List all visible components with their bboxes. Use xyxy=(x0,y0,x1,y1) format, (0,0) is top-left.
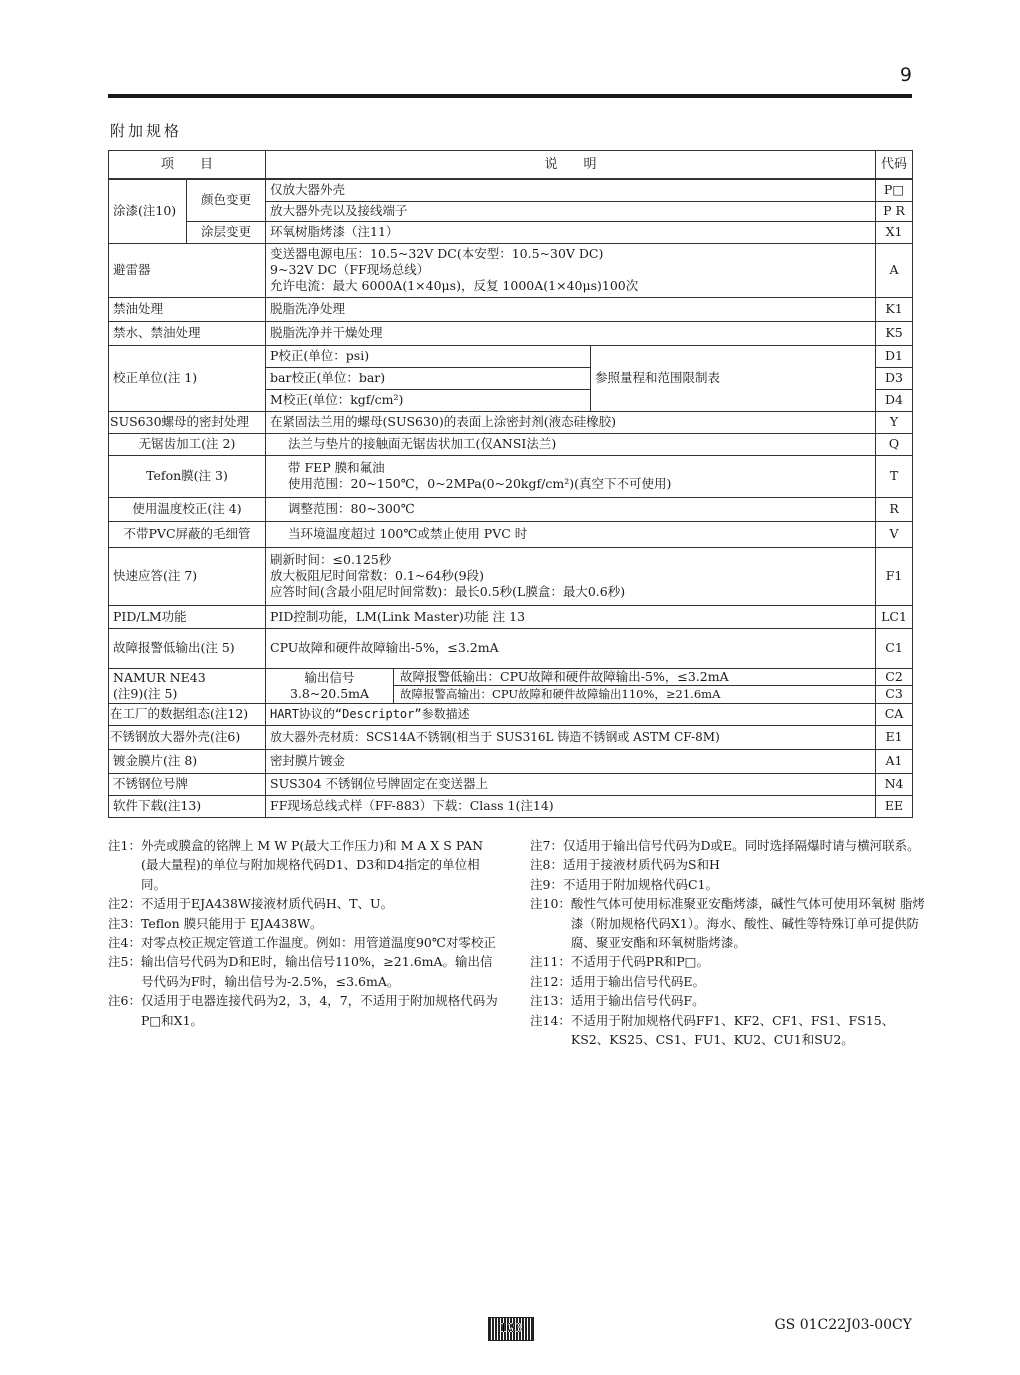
row-desc: 脱脂洗净并干燥处理 xyxy=(266,321,876,345)
row-code: EE xyxy=(876,795,913,817)
row-desc: FF现场总线式样（FF-883）下载：Class 1(注14) xyxy=(266,795,876,817)
note-label: 注7： xyxy=(530,838,563,853)
row-code: CA xyxy=(876,703,913,725)
table-row xyxy=(109,455,913,497)
note-text: 仅适用于输出信号代码为D或E。同时选择隔爆时请与横河联系。 xyxy=(562,838,920,853)
row-code: A1 xyxy=(876,749,913,773)
row-desc: 密封膜片镀金 xyxy=(266,749,876,773)
table-row xyxy=(109,521,913,547)
row-label: 不锈钢放大器外壳(注6) xyxy=(109,725,266,749)
table-row xyxy=(109,795,913,817)
table-row xyxy=(109,321,913,345)
document-id: GS 01C22J03-00CY xyxy=(774,1317,912,1333)
header-code: 代码 xyxy=(876,151,913,180)
table-row xyxy=(109,433,913,455)
row-code: D4 xyxy=(876,389,913,411)
top-rule xyxy=(108,94,912,98)
note-item xyxy=(530,952,930,971)
row-label: SUS630螺母的密封处理 xyxy=(109,411,266,433)
table-row xyxy=(109,773,913,795)
row-label: 涂漆(注10) xyxy=(109,179,187,243)
row-code: P□ xyxy=(876,179,913,201)
table-row xyxy=(109,221,913,243)
note-text: 不适用于附加规格代码C1。 xyxy=(562,876,718,892)
note-item xyxy=(530,1011,930,1050)
row-desc: 变送器电源电压：10.5~32V DC(本安型：10.5~30V DC) 9~32V DC（FF现场总线） 允许电流：最大 6000A(1×40μs)，反复 1000A(1×40μs)100次 xyxy=(266,243,876,297)
table-row xyxy=(109,411,913,433)
row-desc: PID控制功能，LM(Link Master)功能 注 13 xyxy=(266,605,876,628)
row-code: C1 xyxy=(876,628,913,668)
note-item xyxy=(530,836,930,855)
row-label: Tefon膜(注 3) xyxy=(109,455,266,497)
note-label: 注6： xyxy=(108,993,141,1009)
note-item xyxy=(530,855,930,874)
row-label: 不带PVC屏蔽的毛细管 xyxy=(109,521,266,547)
row-code: D1 xyxy=(876,345,913,367)
table-header-row xyxy=(109,151,913,180)
note-item xyxy=(108,952,503,991)
notes-right xyxy=(530,836,930,1049)
table-row xyxy=(109,547,913,605)
row-code: F1 xyxy=(876,547,913,605)
row-desc: SUS304 不锈钢位号牌固定在变送器上 xyxy=(266,773,876,795)
row-code: R xyxy=(876,497,913,521)
row-desc: 脱脂洗净处理 xyxy=(266,297,876,321)
row-desc: bar校正(单位：bar) xyxy=(266,367,591,389)
row-desc: P校正(单位：psi) xyxy=(266,345,591,367)
note-label: 注4： xyxy=(108,935,141,951)
note-item xyxy=(108,991,503,1030)
section-title: 附加规格 xyxy=(110,122,183,140)
row-label: 快速应答(注 7) xyxy=(109,547,266,605)
row-label: 故障报警低输出(注 5) xyxy=(109,628,266,668)
row-desc: CPU故障和硬件故障输出-5%，≤3.2mA xyxy=(266,628,876,668)
row-label: 禁油处理 xyxy=(109,297,266,321)
table-row xyxy=(109,628,913,668)
row-desc: 法兰与垫片的接触面无锯齿状加工(仅ANSI法兰) xyxy=(266,433,876,455)
note-label: 注5： xyxy=(108,954,141,970)
row-code: E1 xyxy=(876,725,913,749)
row-label: 使用温度校正(注 4) xyxy=(109,497,266,521)
note-item xyxy=(530,894,930,952)
note-text: 仅适用于电器连接代码为2，3，4，7，不适用于附加规格代码为P□和X1。 xyxy=(140,993,498,1028)
row-label: PID/LM功能 xyxy=(109,605,266,628)
table-row xyxy=(109,179,913,201)
row-code: N4 xyxy=(876,773,913,795)
row-desc: 环氧树脂烤漆（注11） xyxy=(266,221,876,243)
row-desc: 调整范围：80~300℃ xyxy=(266,497,876,521)
note-label: 注9： xyxy=(530,876,563,892)
note-item xyxy=(108,914,503,933)
row-label: 在工厂的数据组态(注12) xyxy=(109,703,266,725)
row-code: LC1 xyxy=(876,605,913,628)
barcode-stamp xyxy=(488,1317,534,1341)
row-code: Y xyxy=(876,411,913,433)
note-text: 不适用于EJA438W接液材质代码H、T、U。 xyxy=(140,896,394,912)
row-desc: M校正(单位：kgf/cm²) xyxy=(266,389,591,411)
row-code: K5 xyxy=(876,321,913,345)
row-code: K1 xyxy=(876,297,913,321)
spec-table xyxy=(108,150,913,818)
note-text: 外壳或膜盒的铭牌上 M W P(最大工作压力)和 M A X S PAN (最大量程)的单位与附加规格代码D1、D3和D4指定的单位相同。 xyxy=(140,838,484,892)
note-item xyxy=(530,991,930,1010)
row-label: NAMUR NE43 (注9)(注 5) xyxy=(109,668,266,703)
namur-low: 故障报警低输出：CPU故障和硬件故障输出-5%，≤3.2mA xyxy=(394,669,875,687)
row-desc: 仅放大器外壳 xyxy=(266,179,876,201)
note-label: 注1： xyxy=(108,838,141,853)
note-label: 注8： xyxy=(530,857,563,873)
note-text: 适用于接液材质代码为S和H xyxy=(562,857,720,873)
note-item xyxy=(108,933,503,952)
row-sublabel: 颜色变更 xyxy=(187,179,266,221)
row-code: Q xyxy=(876,433,913,455)
header-item: 项 目 xyxy=(109,151,266,180)
calib-reference: 参照量程和范围限制表 xyxy=(591,345,876,411)
row-label: 无锯齿加工(注 2) xyxy=(109,433,266,455)
table-row xyxy=(109,345,913,367)
table-row xyxy=(109,725,913,749)
row-code: A xyxy=(876,243,913,297)
note-text: 对零点校正规定管道工作温度。例如：用管道温度90℃对零校正 xyxy=(140,935,496,951)
row-code: P R xyxy=(876,201,913,221)
row-desc: 当环境温度超过 100℃或禁止使用 PVC 时 xyxy=(266,521,876,547)
table-row xyxy=(109,668,913,703)
row-code: D3 xyxy=(876,367,913,389)
row-desc: HART协议的“Descriptor”参数描述 xyxy=(266,703,876,725)
note-text: 适用于输出信号代码F。 xyxy=(570,993,705,1009)
row-label: 不锈钢位号牌 xyxy=(109,773,266,795)
row-label: 校正单位(注 1) xyxy=(109,345,266,411)
note-text: Teflon 膜只能用于 EJA438W。 xyxy=(140,915,323,931)
note-text: 不适用于代码PR和P□。 xyxy=(570,954,709,970)
note-text: 不适用于附加规格代码FF1、KF2、CF1、FS1、FS15、KS2、KS25、CS1、FU1、KU2、CU1和SU2。 xyxy=(570,1012,895,1048)
table-row xyxy=(109,605,913,628)
row-desc: 放大器外壳材质：SCS14A不锈钢(相当于 SUS316L 铸造不锈钢或 ASTM CF-8M) xyxy=(266,725,876,749)
note-label: 注10： xyxy=(530,896,571,912)
table-row xyxy=(109,297,913,321)
page-number: 9 xyxy=(899,64,912,86)
row-desc: 放大器外壳以及接线端子 xyxy=(266,201,876,221)
row-code: T xyxy=(876,455,913,497)
table-row xyxy=(109,749,913,773)
row-label: 禁水、禁油处理 xyxy=(109,321,266,345)
row-code: X1 xyxy=(876,221,913,243)
row-code: V xyxy=(876,521,913,547)
stamp-number: 123 xyxy=(499,1321,523,1335)
table-row xyxy=(109,243,913,297)
row-label: 避雷器 xyxy=(109,243,266,297)
note-text: 适用于输出信号代码E。 xyxy=(570,973,706,989)
note-item xyxy=(530,875,930,894)
row-desc: 带 FEP 膜和氟油 使用范围：20~150℃，0~2MPa(0~20kgf/cm²)(真空下不可使用) xyxy=(266,455,876,497)
note-item xyxy=(530,972,930,991)
table-row xyxy=(109,703,913,725)
row-code: C3 xyxy=(885,686,903,702)
row-label: 软件下载(注13) xyxy=(109,795,266,817)
note-item xyxy=(108,894,503,913)
note-label: 注2： xyxy=(108,896,141,912)
note-label: 注12： xyxy=(530,973,571,989)
row-sublabel: 涂层变更 xyxy=(187,221,266,243)
note-text: 酸性气体可使用标准聚亚安酯烤漆，碱性气体可使用环氧树 脂烤漆（附加规格代码X1）。海水、酸性、碱性等特殊订单可提供防腐、聚亚安酯和环氧树脂烤漆。 xyxy=(570,896,925,951)
note-label: 注11： xyxy=(530,954,571,970)
row-desc: 在紧固法兰用的螺母(SUS630)的表面上涂密封剂(液态硅橡胶) xyxy=(266,411,876,433)
row-desc: 刷新时间：≤0.125秒 放大板阻尼时间常数：0.1~64秒(9段) 应答时间(含最小阻尼时间常数)：最长0.5秒(L膜盒：最大0.6秒) xyxy=(266,547,876,605)
note-item xyxy=(108,836,503,894)
note-text: 输出信号代码为D和E时，输出信号110%，≥21.6mA。输出信号代码为F时，输出信号为-2.5%，≤3.6mA。 xyxy=(140,954,493,989)
namur-high: 故障报警高输出：CPU故障和硬件故障输出110%，≥21.6mA xyxy=(400,687,721,702)
notes-left xyxy=(108,836,503,1030)
namur-signal: 输出信号 3.8~20.5mA xyxy=(266,669,394,703)
note-label: 注3： xyxy=(108,915,141,931)
note-label: 注14： xyxy=(530,1012,571,1028)
note-label: 注13： xyxy=(530,993,571,1009)
row-code: C2 xyxy=(876,669,912,687)
header-desc: 说 明 xyxy=(266,151,876,180)
table-row xyxy=(109,497,913,521)
row-label: 镀金膜片(注 8) xyxy=(109,749,266,773)
